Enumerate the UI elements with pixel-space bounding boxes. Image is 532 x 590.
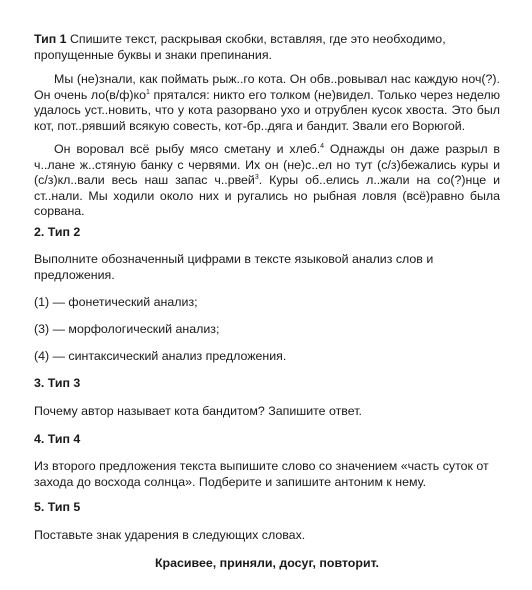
paragraph-2-part-c: . Куры об..елись л..жали на со(?)нце и ст..нали. Мы ходили около них и ругались но рыбная ловля (всё)равно была сорвана. bbox=[34, 173, 500, 218]
task1-instruction-text: Спишите текст, раскрывая скобки, вставляя, где это необходимо, пропущенные буквы и знаки препинания. bbox=[34, 32, 446, 62]
task1-instruction bbox=[34, 32, 500, 63]
footnote-marker-4: 4 bbox=[320, 143, 325, 150]
footnote-marker-1: 1 bbox=[146, 88, 150, 96]
paragraph-1-part-b: прятался: никто его толком (не)видел. Только через неделю удалось уст..новить, что у кота разорвано ухо и отрублен кусок хвоста. Это был кот, пот..рявший всякую совесть, кот-бр..дяга и бандит. Звали его Ворюгой. bbox=[34, 87, 501, 133]
task2-item-1: (1) — фонетический анализ; bbox=[34, 295, 198, 309]
task2-heading: 2. Тип 2 bbox=[34, 225, 81, 239]
task5-text: Поставьте знак ударения в следующих словах. bbox=[34, 528, 306, 542]
paragraph-1-part-a: Мы (не)знали, как поймать рыж..го кота. Он обв..ровывал нас каждую ноч(?). Он очень ло(в/ф)ко bbox=[34, 72, 500, 102]
paragraph-2-part-a: Он воровал всё рыбу мясо сметану и хлеб. bbox=[54, 142, 321, 156]
task4-heading: 4. Тип 4 bbox=[34, 432, 81, 446]
text-paragraph-1 bbox=[34, 72, 500, 134]
task3-text: Почему автор называет кота бандитом? Запишите ответ. bbox=[34, 404, 362, 418]
task2-text: Выполните обозначенный цифрами в тексте языковой анализ слов и предложения. bbox=[34, 252, 434, 282]
task2-item-2: (3) — морфологический анализ; bbox=[34, 322, 220, 336]
task1-label: Тип 1 bbox=[34, 32, 67, 46]
task5-heading: 5. Тип 5 bbox=[34, 500, 81, 514]
task2-item-3: (4) — синтаксический анализ предложения. bbox=[34, 349, 287, 363]
task4-text: Из второго предложения текста выпишите слово со значением «часть суток от захода до восхода солнца». Подберите и запишите антоним к нему. bbox=[34, 459, 489, 489]
task3-heading: 3. Тип 3 bbox=[34, 376, 81, 390]
paragraph-2-part-b: Однажды он даже разрыл в ч..лане ж..стяную банку с червями. Их он (не)с..ел но тут (с/з)бежались куры и (с/з)кл..вали весь наш запас ч..рвей bbox=[34, 142, 500, 187]
footnote-marker-3: 3 bbox=[254, 174, 259, 181]
text-paragraph-2 bbox=[34, 142, 500, 220]
task5-words: Красивее, приняли, досуг, повторит. bbox=[154, 556, 379, 570]
